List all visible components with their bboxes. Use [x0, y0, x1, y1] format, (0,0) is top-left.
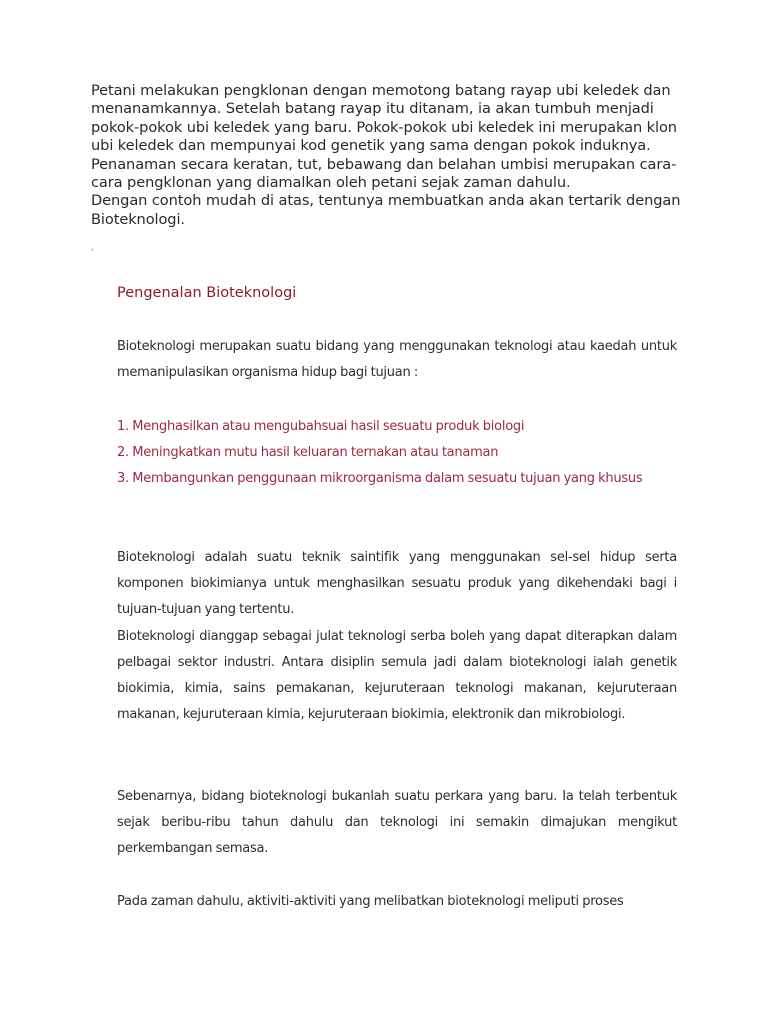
definition-paragraph: Bioteknologi merupakan suatu bidang yang menggunakan teknologi atau kaedah untuk memanipulasikan organisma hidup bagi tujuan :	[117, 339, 677, 381]
versatile-paragraph: Bioteknologi dianggap sebagai julat teknologi serba boleh yang dapat diterapkan dalam pelbagai sektor industri. Antara disiplin semula jadi dalam bioteknologi ialah genetik biokimia, kimia, sains pemakanan, kejuruteraan teknologi makanan, kejuruteraan makanan, kejuruteraan kimia, kejuruteraan biokimia, elektronik dan mikrobiologi.	[117, 628, 677, 723]
technique-paragraph: Bioteknologi adalah suatu teknik saintifik yang menggunakan sel-sel hidup serta komponen biokimianya untuk menghasilkan sesuatu produk yang dikehendaki bagi i tujuan-tujuan yang tertentu.	[117, 550, 677, 618]
stray-mark: '	[91, 248, 94, 258]
intro-paragraph: Dengan contoh mudah di atas, tentunya membuatkan anda akan tertarik dengan Bioteknologi.	[91, 192, 681, 228]
past-block	[117, 889, 677, 915]
list-item: 2. Meningkatkan mutu hasil keluaran ternakan atau tanaman	[117, 445, 499, 461]
intro-paragraph: Petani melakukan pengklonan dengan memotong batang rayap ubi keledek dan menanamkannya. Setelah batang rayap itu ditanam, ia akan tumbuh menjadi pokok-pokok ubi keledek yang baru. Pokok-pokok ubi keledek ini merupakan klon ubi keledek dan mempunyai kod genetik yang sama dengan pokok induknya. Penanaman secara keratan, tut, bebawang dan belahan umbisi merupakan cara-cara pengklonan yang diamalkan oleh petani sejak zaman dahulu.	[91, 82, 677, 192]
intro-text	[91, 82, 681, 229]
list-item: 3. Membangunkan penggunaan mikroorganisma dalam sesuatu tujuan yang khusus	[117, 471, 643, 487]
technique-block	[117, 545, 677, 728]
section-heading: Pengenalan Bioteknologi	[117, 285, 297, 301]
definition-block	[117, 334, 677, 386]
history-paragraph: Sebenarnya, bidang bioteknologi bukanlah suatu perkara yang baru. Ia telah terbentuk sejak beribu-ribu tahun dahulu dan teknologi ini semakin dimajukan mengikut perkembangan semasa.	[117, 789, 677, 857]
list-item: 1. Menghasilkan atau mengubahsuai hasil sesuatu produk biologi	[117, 419, 525, 434]
goals-list	[117, 414, 677, 493]
history-block	[117, 784, 677, 863]
past-paragraph: Pada zaman dahulu, aktiviti-aktiviti yang melibatkan bioteknologi meliputi proses	[117, 894, 624, 909]
